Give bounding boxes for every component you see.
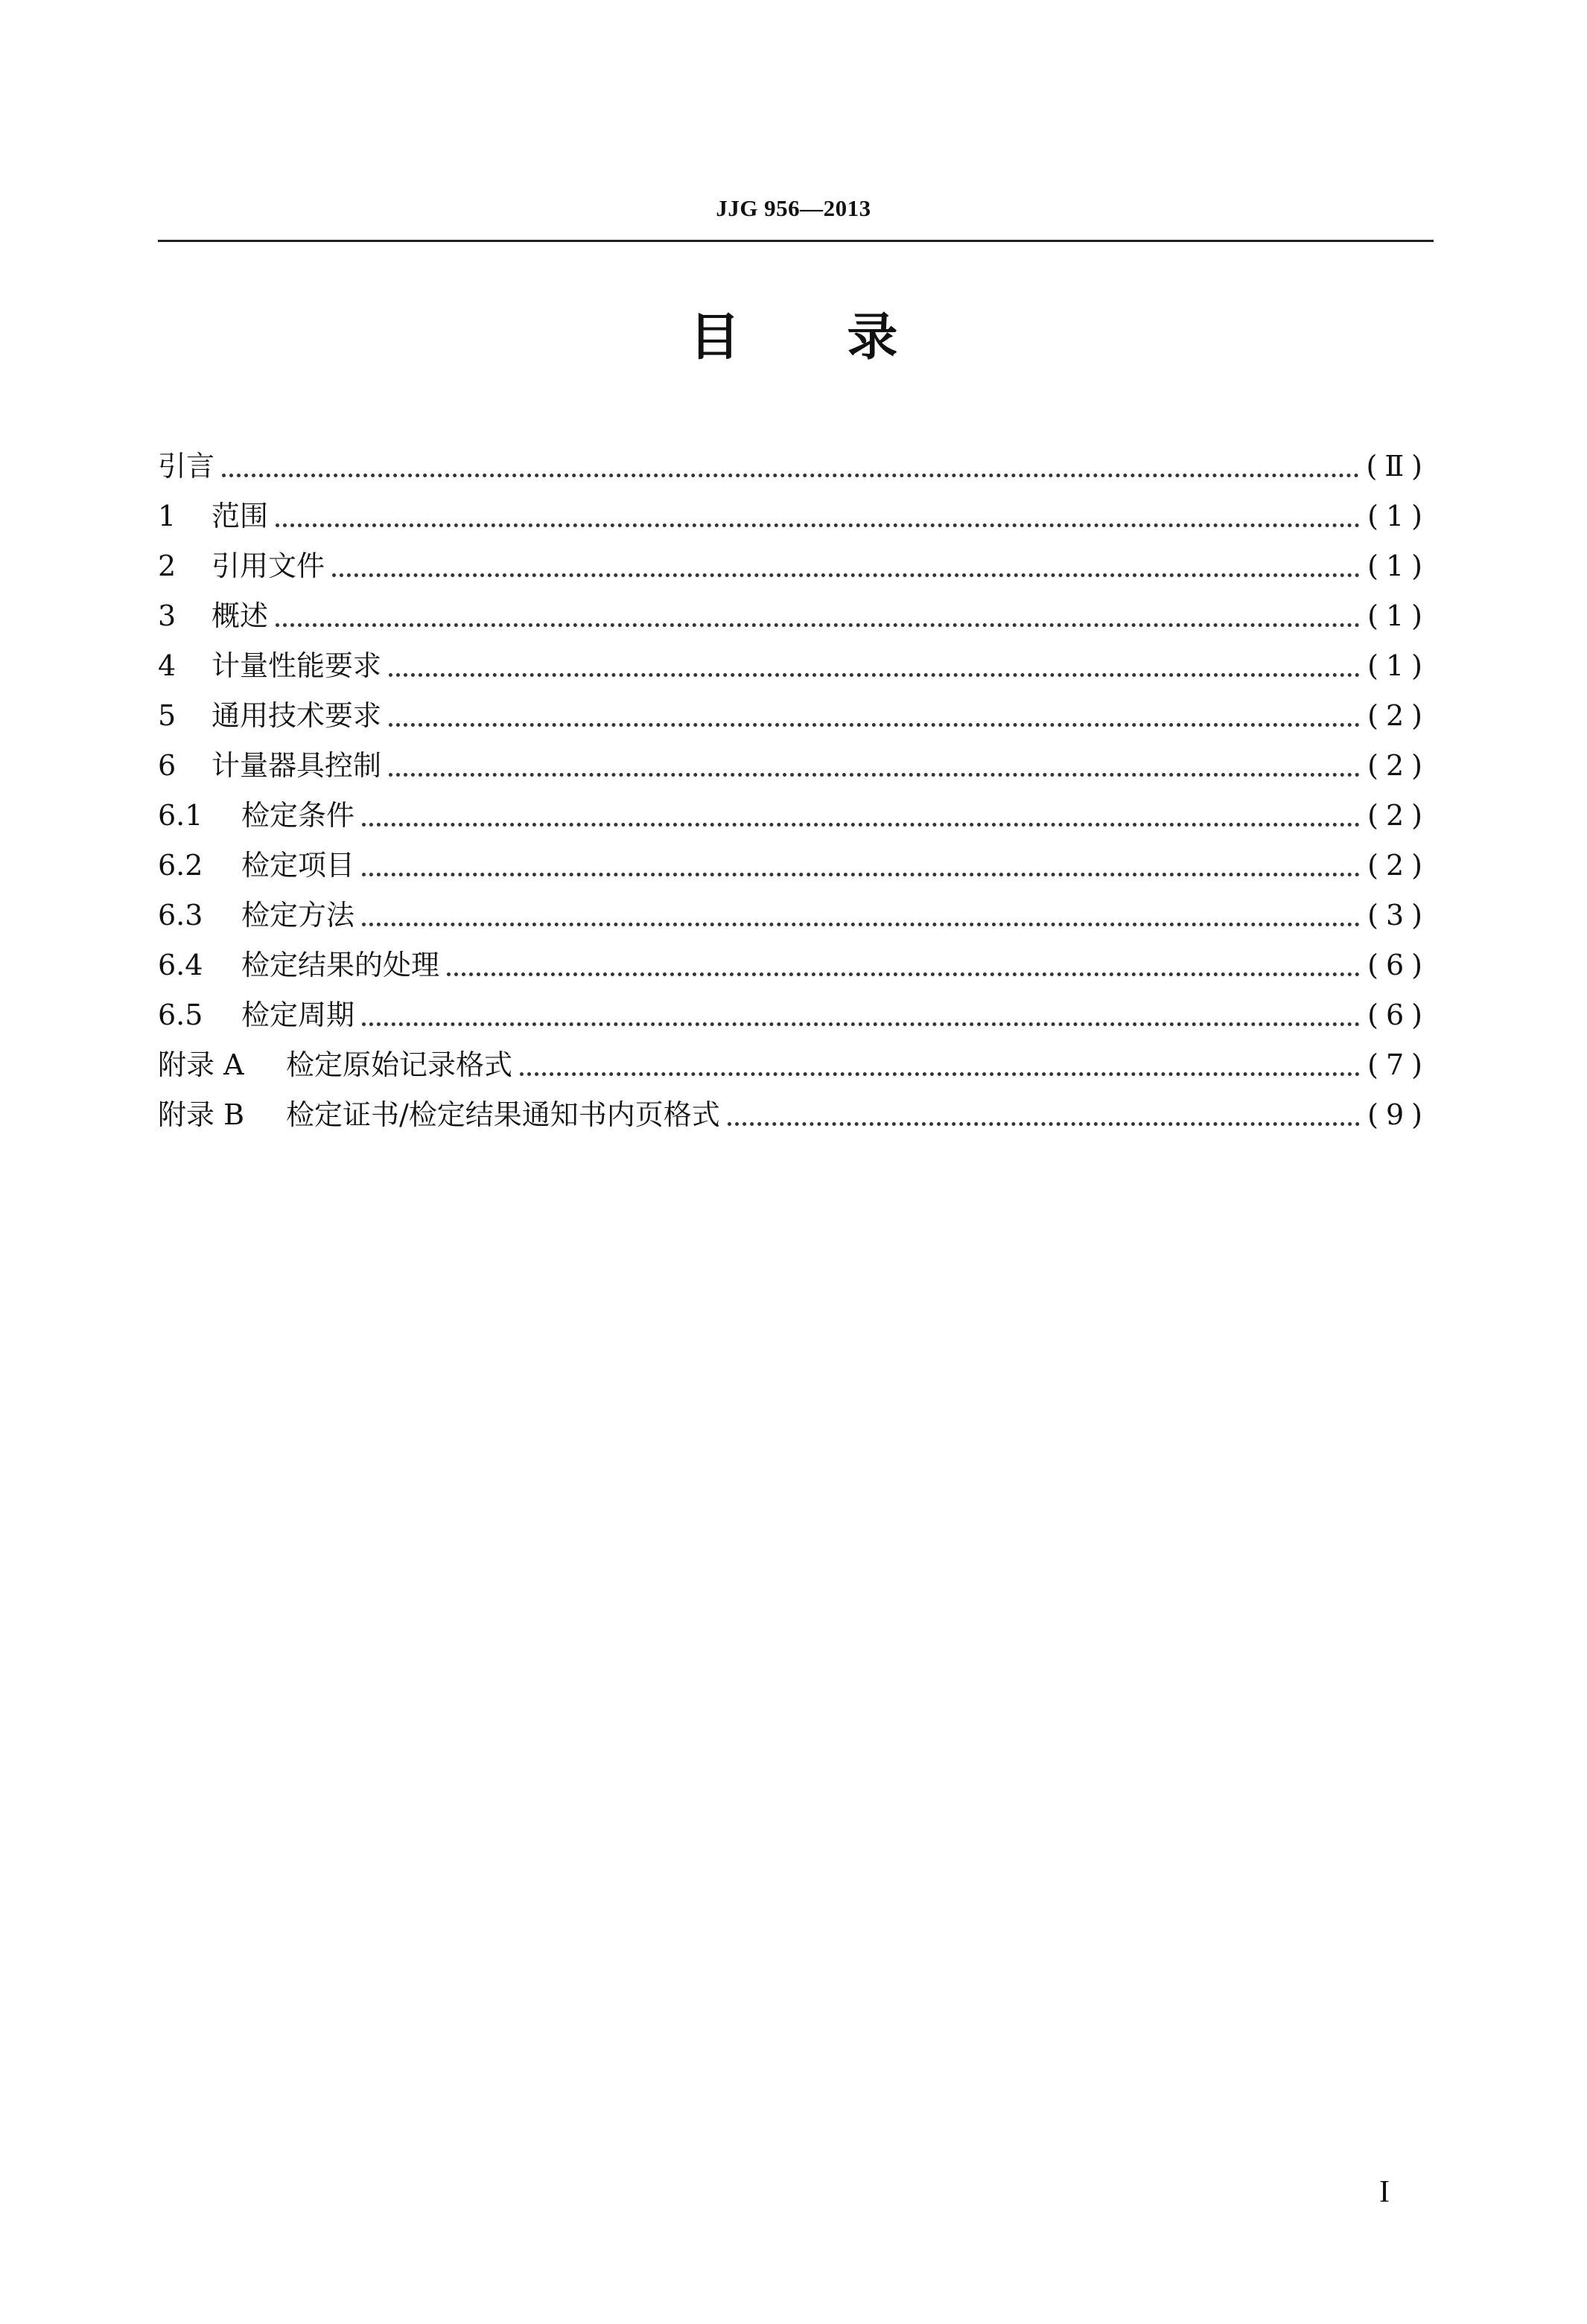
toc-entry-page: (6) xyxy=(1367,949,1430,981)
toc-entry-page: (1) xyxy=(1367,649,1430,682)
toc-entry-label: 检定结果的处理 xyxy=(241,949,440,981)
toc-entry[interactable] xyxy=(158,580,1430,630)
toc-entry-number: 1 xyxy=(158,500,176,532)
toc-leader-dots xyxy=(520,1072,1360,1076)
toc-entry[interactable] xyxy=(158,530,1430,580)
toc-entry-page: (1) xyxy=(1367,599,1430,632)
toc-entry-label: 范围 xyxy=(212,500,269,532)
toc-entry[interactable] xyxy=(158,830,1430,882)
page-number: I xyxy=(1379,2175,1390,2209)
toc-entry[interactable] xyxy=(158,630,1430,680)
toc-entry-number: 6.1 xyxy=(158,799,203,832)
toc-entry-label: 引言 xyxy=(158,450,215,483)
toc-entry-number: 6.4 xyxy=(158,949,203,981)
toc-entry-number: 6.5 xyxy=(158,999,203,1031)
toc-entry-label: 检定原始记录格式 xyxy=(286,1048,513,1081)
toc-entry-page: (7) xyxy=(1367,1048,1430,1081)
toc-entry[interactable] xyxy=(158,730,1430,780)
toc-entry-page: (3) xyxy=(1367,899,1430,932)
toc-entry-number: 4 xyxy=(158,649,176,682)
toc-entry-label: 通用技术要求 xyxy=(212,699,382,732)
toc-entry-page: (6) xyxy=(1367,999,1430,1031)
toc-entry-label: 引用文件 xyxy=(212,550,325,582)
standard-code-header: JJG 956—2013 xyxy=(716,195,871,221)
toc-entry[interactable] xyxy=(158,680,1430,730)
toc-entry-page: (2) xyxy=(1367,699,1430,732)
toc-entry-number: 2 xyxy=(158,550,176,582)
toc-entry-label: 检定周期 xyxy=(241,999,355,1031)
toc-entry-page: (1) xyxy=(1367,550,1430,582)
toc-entry[interactable] xyxy=(158,879,1430,932)
toc-entry-page: (2) xyxy=(1367,849,1430,882)
table-of-contents xyxy=(158,430,1430,1129)
toc-leader-dots xyxy=(362,923,1360,926)
toc-leader-dots xyxy=(222,474,1359,477)
toc-entry[interactable] xyxy=(158,929,1430,979)
toc-entry[interactable] xyxy=(158,780,1430,830)
toc-entry-number: 附录 A xyxy=(158,1048,244,1081)
toc-leader-dots xyxy=(276,523,1360,527)
toc-entry-number: 5 xyxy=(158,699,176,732)
toc-entry-page: (2) xyxy=(1367,799,1430,832)
toc-entry-page: (2) xyxy=(1367,749,1430,782)
toc-entry-label: 检定项目 xyxy=(241,849,355,882)
toc-entry[interactable] xyxy=(158,979,1430,1029)
toc-entry[interactable] xyxy=(158,1079,1430,1129)
toc-leader-dots xyxy=(728,1122,1360,1126)
page-title: 目 录 xyxy=(689,308,898,367)
toc-entry-number: 6.2 xyxy=(158,849,203,882)
toc-entry[interactable] xyxy=(158,480,1430,530)
toc-entry-number: 3 xyxy=(158,599,176,632)
toc-entry[interactable] xyxy=(158,1029,1430,1079)
toc-entry-number: 6 xyxy=(158,749,176,782)
toc-entry-page: (1) xyxy=(1367,500,1430,532)
toc-entry-page: (9) xyxy=(1367,1098,1430,1131)
toc-leader-dots xyxy=(362,1022,1360,1026)
toc-leader-dots xyxy=(389,773,1360,777)
toc-entry-page: (Ⅱ) xyxy=(1366,450,1430,483)
toc-entry-number: 附录 B xyxy=(158,1098,245,1131)
toc-entry-label: 检定方法 xyxy=(241,899,355,932)
toc-leader-dots xyxy=(447,972,1360,976)
header-divider xyxy=(158,240,1434,242)
toc-entry-number: 6.3 xyxy=(158,899,203,932)
toc-entry-label: 检定证书/检定结果通知书内页格式 xyxy=(286,1098,720,1131)
toc-entry-label: 检定条件 xyxy=(241,799,355,832)
toc-leader-dots xyxy=(362,873,1360,876)
toc-leader-dots xyxy=(332,573,1360,577)
toc-leader-dots xyxy=(276,623,1360,627)
toc-leader-dots xyxy=(389,723,1360,727)
toc-leader-dots xyxy=(389,673,1360,677)
toc-leader-dots xyxy=(362,823,1360,827)
toc-entry[interactable] xyxy=(158,430,1430,483)
toc-entry-label: 计量性能要求 xyxy=(212,649,382,682)
toc-entry-label: 概述 xyxy=(212,599,269,632)
toc-entry-label: 计量器具控制 xyxy=(212,749,382,782)
